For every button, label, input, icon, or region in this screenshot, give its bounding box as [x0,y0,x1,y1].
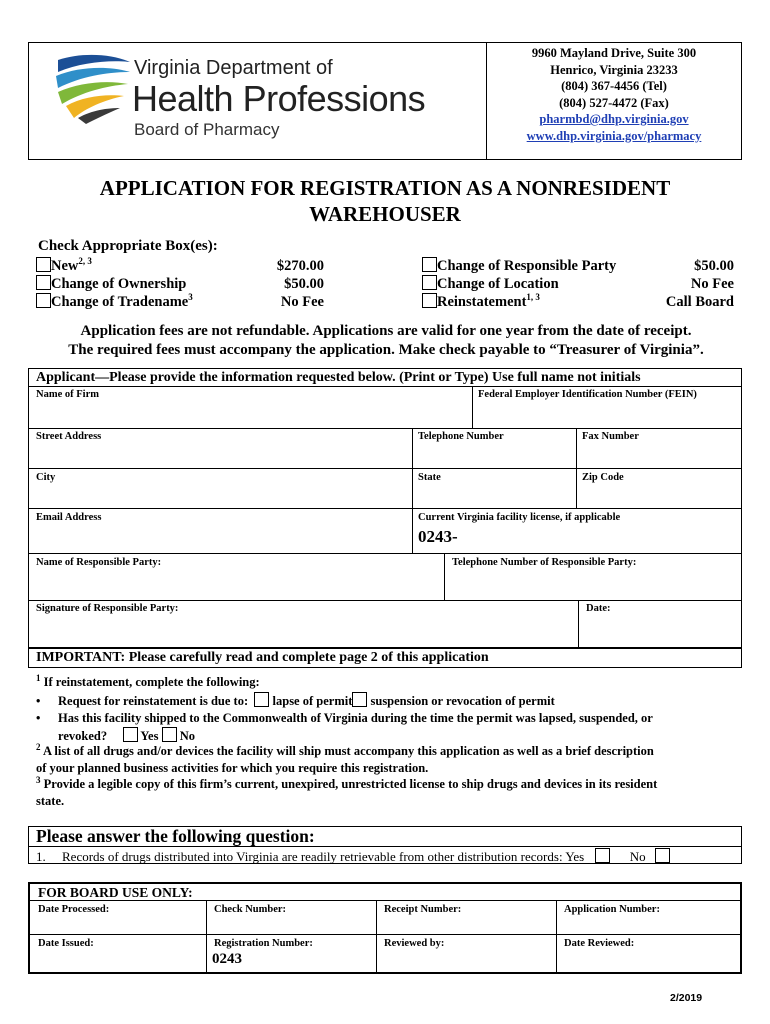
change-of-tradename-checkbox[interactable] [36,293,51,308]
street-address-field[interactable] [30,442,410,466]
responsible-party-label: Name of Responsible Party: [36,557,162,568]
date-label: Date: [586,603,611,614]
option-change-of-tradename: Change of Tradename$^3$ [36,293,193,311]
fee-change-of-tradename: No Fee [280,294,324,310]
fee-change-of-location: No Fee [690,276,734,292]
reviewed-by-label: Reviewed by: [384,938,445,949]
option-reinstatement: Reinstatement$^{1, 3}$ [422,293,540,311]
date-reviewed-label: Date Reviewed: [564,938,635,949]
date-field[interactable] [580,614,740,646]
lapse-of-permit-checkbox[interactable] [254,692,269,707]
question-title: Please answer the following question: [36,826,315,846]
option-new: New$^{2, 3}$ [36,257,92,275]
logo-line1: Virginia Department of [134,57,333,79]
shipped-no-checkbox[interactable] [162,727,177,742]
email-link[interactable]: pharmbd@dhp.virginia.gov [539,112,689,126]
shipped-question: • Has this facility shipped to the Commonwealth of Virginia during the time the permit was lapsed, suspended, or [36,711,653,725]
new-checkbox[interactable] [36,257,51,272]
title-line1: APPLICATION FOR REGISTRATION AS A NONRESIDENT [99,176,671,200]
fax-field[interactable] [578,442,740,466]
date-processed-label: Date Processed: [38,904,110,915]
name-of-firm-field[interactable] [30,400,470,426]
logo-line3: Board of Pharmacy [134,120,280,139]
footnote-2: $^2$ A list of all drugs and/or devices the facility will ship must accompany this application as well as a brief description of your planned business activities for which you require this registration. [36,741,654,775]
banner-divider [28,386,742,387]
responsible-phone-field[interactable] [446,568,740,598]
shipped-yes-checkbox[interactable] [123,727,138,742]
form-version: 2/2019 [670,992,703,1004]
footnote-1: $^1$ If reinstatement, complete the following: [36,672,260,689]
fein-field[interactable] [474,400,740,426]
email-label: Email Address [36,512,102,523]
reinstatement-checkbox[interactable] [422,293,437,308]
website-link[interactable]: www.dhp.virginia.gov/pharmacy [526,128,702,143]
records-yes-checkbox[interactable] [595,848,610,863]
address-city: Henrico, Virginia 23233 [550,62,678,77]
license-label: Current Virginia facility license, if applicable [418,512,621,523]
telephone-field[interactable] [414,442,574,466]
change-of-responsible-party-checkbox[interactable] [422,257,437,272]
fee-change-of-responsible-party: $50.00 [694,258,734,274]
notice-line2: The required fees must accompany the application. Make check payable to “Treasurer of Virginia”. [68,342,704,358]
page-title [40,175,730,227]
state-field[interactable] [414,483,574,507]
application-number-label: Application Number: [564,904,660,915]
receipt-number-label: Receipt Number: [384,904,462,915]
city-label: City [36,472,56,483]
logo-line2: Health Professions [132,78,426,119]
zip-field[interactable] [578,483,740,507]
fein-label: Federal Employer Identification Number (FEIN) [478,389,697,400]
telephone-label: Telephone Number [418,431,504,442]
signature-label: Signature of Responsible Party: [36,603,179,614]
change-of-location-checkbox[interactable] [422,275,437,290]
fax-label: Fax Number [582,431,639,442]
option-change-of-location: Change of Location [422,275,559,293]
applicant-banner: Applicant—Please provide the information requested below. (Print or Type) Use full name not initials [36,370,641,385]
records-no-checkbox[interactable] [655,848,670,863]
check-number-label: Check Number: [214,904,287,915]
board-address [487,45,741,144]
address-tel: (804) 367-4456 (Tel) [561,79,667,93]
email-field[interactable] [30,523,410,551]
responsible-phone-label: Telephone Number of Responsible Party: [452,557,637,568]
board-title: FOR BOARD USE ONLY: [38,885,193,900]
responsible-party-field[interactable] [30,568,442,598]
check-boxes-label: Check Appropriate Box(es): [38,238,218,254]
footnote-3: $^3$ Provide a legible copy of this firm’s current, unexpired, unrestricted license to ship drugs and devices in its resident state. [36,774,658,808]
fee-new: $270.00 [276,258,324,274]
name-of-firm-label: Name of Firm [36,389,99,400]
registration-number-label: Registration Number: [214,938,313,949]
suspension-checkbox[interactable] [352,692,367,707]
registration-number-field: 0243 [212,951,242,967]
address-fax: (804) 527-4472 (Fax) [559,95,669,110]
license-field[interactable]: 0243- [418,527,458,546]
title-line2: WAREHOUSER [309,202,461,226]
reinstatement-reason: • Request for reinstatement is due to: lapse of permit suspension or revocation of permit [36,694,555,708]
street-address-label: Street Address [36,431,102,442]
question-1: 1. Records of drugs distributed into Virginia are readily retrievable from other distribution records: Yes No [36,848,670,865]
important-note: IMPORTANT: Please carefully read and complete page 2 of this application [36,650,489,665]
change-of-ownership-checkbox[interactable] [36,275,51,290]
city-field[interactable] [30,483,410,507]
notice-line1: Application fees are not refundable. Applications are valid for one year from the date of receipt. [80,323,692,339]
state-label: State [418,472,441,483]
zip-label: Zip Code [582,472,624,483]
date-issued-label: Date Issued: [38,938,94,949]
fee-reinstatement: Call Board [665,294,734,310]
signature-field[interactable] [30,614,576,646]
shipped-answer: revoked? Yes No [58,729,195,743]
fee-change-of-ownership: $50.00 [284,276,324,292]
address-street: 9960 Mayland Drive, Suite 300 [531,46,697,60]
fees-notice [30,322,742,360]
option-change-of-ownership: Change of Ownership [36,275,186,293]
dhp-logo-icon [52,52,132,124]
option-change-of-responsible-party: Change of Responsible Party [422,257,616,275]
